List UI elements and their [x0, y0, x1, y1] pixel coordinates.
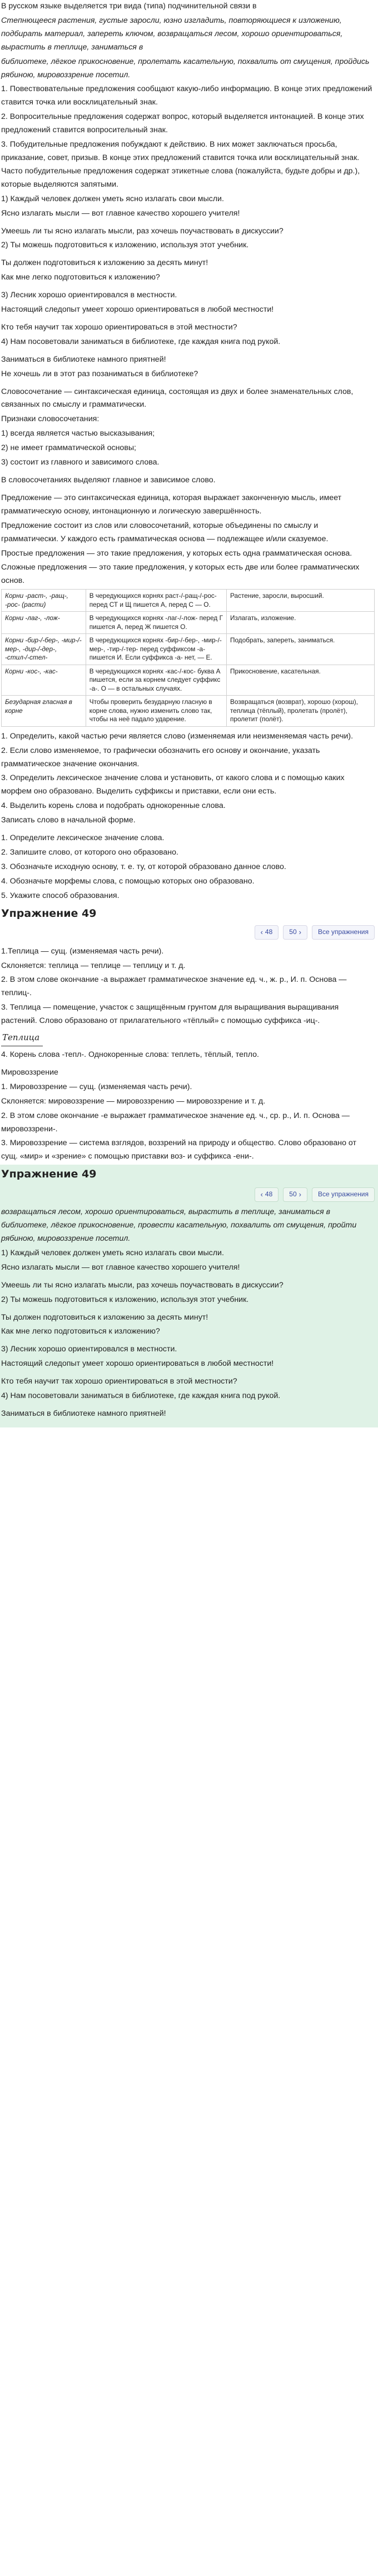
analysis-step: 3. Определить лексическое значение слова и установить, от какого слова и с помощью каких морфем оно образовано. Выделить суффиксы и приставки, если они есть. [1, 773, 345, 796]
table-cell: Возвращаться (возврат), хорошо (хорош), теплица (тёплый), пролетать (пролёт), пролетит (полёт). [227, 696, 375, 727]
green-line: 1) Каждый человек должен уметь ясно излагать свои мысли. [1, 1248, 224, 1257]
table-cell: Подобрать, запереть, заниматься. [227, 634, 375, 665]
prev-exercise-button[interactable] [255, 1187, 279, 1202]
table-cell: Прикосновение, касательная. [227, 665, 375, 696]
table-cell: В чередующихся корнях раст-/-ращ-/-рос- перед СТ и Щ пишется А, перед С — О. [86, 590, 226, 612]
table-row [2, 590, 375, 612]
prev-exercise-number: 48 [265, 1190, 273, 1199]
theory-definition-sentence: Предложение — это синтаксическая единица, которая выражает законченную мысль, имеет грамматическую основу, интонационную и логическую завершённость. [1, 493, 342, 516]
answer-line: 4. Корень слова -тепл-. Однокоренные слова: теплеть, тёплый, тепло. [1, 1050, 259, 1059]
highlighted-solution [0, 1165, 378, 1427]
theory-sign: 1) всегда является частью высказывания; [1, 429, 155, 438]
table-row [2, 665, 375, 696]
examples [1, 193, 375, 381]
theory-simple: Простые предложения — это такие предложения, у которых есть одна грамматическая основа. [1, 548, 352, 558]
analysis-step: 1. Определить, какой частью речи является слово (изменяемая или неизменяемая часть речи). [1, 731, 354, 741]
answer-line: 1. Мировоззрение — сущ. (изменяемая часть речи). [1, 1082, 192, 1091]
example-line: 1) Каждый человек должен уметь ясно излагать свои мысли. [1, 194, 224, 203]
answer-line: Склоняется: теплица — теплице — теплицу и т. д. [1, 961, 186, 970]
analysis-step: 2. Запишите слово, от которого оно образовано. [1, 848, 178, 857]
table-cell: Корни -раст-, -ращ-, -рос- (расти) [2, 590, 86, 612]
next-exercise-button[interactable] [283, 1187, 307, 1202]
example-line: Как мне легко подготовиться к изложению? [1, 273, 160, 282]
example-line: 3) Лесник хорошо ориентировался в местности. [1, 291, 177, 300]
next-exercise-button[interactable] [283, 925, 307, 940]
green-line: Ты должен подготовиться к изложению за десять минут! [1, 1312, 208, 1322]
theory-sign: 2) не имеет грамматической основы; [1, 443, 137, 453]
analysis-step: 1. Определите лексическое значение слова. [1, 833, 165, 843]
example-line: 2) Ты можешь подготовиться к изложению, используя этот учебник. [1, 241, 249, 250]
answer-line: Мировоззрение [1, 1067, 58, 1077]
handwritten-word-wrap [1, 1029, 375, 1049]
intro-paragraph-1: В русском языке выделяется три вида (типа) подчинительной связи в [1, 2, 257, 11]
table-cell: Чтобы проверить безударную гласную в корне слова, нужно изменить слово так, чтобы на неё падало ударение. [86, 696, 226, 727]
chevron-left-icon: ‹ [260, 1190, 263, 1199]
intro-paragraph-3: библиотеке, лёгкое прикосновение, пролетать касательную, похвалить от смущения, пройдись рябиною, мировоззрение посетил. [1, 57, 370, 79]
next-exercise-number: 50 [289, 927, 297, 936]
handwritten-word: Теплица [1, 1031, 43, 1046]
all-exercises-button[interactable]: Все упражнения [312, 925, 375, 940]
table-cell: Безударная гласная в корне [2, 696, 86, 727]
section-title: Упражнение 49 [1, 907, 97, 920]
table-row [2, 634, 375, 665]
all-exercises-button[interactable]: Все упражнения [312, 1187, 375, 1202]
example-line: Кто тебя научит так хорошо ориентироваться в этой местности? [1, 322, 237, 332]
table-cell: Корни -бир-/-бер-, -мир-/-мер-, -дир-/-дер-, -стил-/-стел- [2, 634, 86, 665]
chevron-right-icon: › [299, 1190, 301, 1199]
theory-sign: 3) состоит из главного и зависимого слова. [1, 458, 160, 467]
exercise-pager-repeat [1, 1184, 375, 1206]
table-cell: Корни -лаг-, -лож- [2, 612, 86, 634]
sentence-type-1: 1. Повествовательные предложения сообщают какую-либо информацию. В конце этих предложений ставится точка или восклицательный знак. [1, 84, 372, 107]
answer-line: Склоняется: мировоззрение — мировоззрению — мировоззрение и т. д. [1, 1096, 266, 1106]
analysis-step: 4. Обозначьте морфемы слова, с помощью которых оно образовано. [1, 876, 255, 886]
green-line: Умеешь ли ты ясно излагать мысли, раз хочешь поучаствовать в дискуссии? [1, 1280, 284, 1290]
answer-line: 3. Теплица — помещение, участок с защищённым грунтом для выращивания выращивания растений. Слово образовано от прилагательного «тёплый» с помощью суффикса -иц-. [1, 1003, 339, 1026]
answer [1, 945, 375, 1164]
theory-main-dependent: В словосочетаниях выделяют главное и зависимое слово. [1, 476, 216, 485]
answer-line: 2. В этом слове окончание -а выражает грамматическое значение ед. ч., ж. р., И. п. Основа — теплиц-. [1, 975, 347, 998]
table-cell: Излагать, изложение. [227, 612, 375, 634]
table-cell: Растение, заросли, выросший. [227, 590, 375, 612]
table-cell: Корни -кос-, -кас- [2, 665, 86, 696]
sentence-type-2: 2. Вопросительные предложения содержат вопрос, который выделяется интонацией. В конце этих предложений ставится вопросительный знак. [1, 112, 364, 135]
analysis-step: 4. Выделить корень слова и подобрать однокоренные слова. [1, 801, 226, 811]
example-line: Ты должен подготовиться к изложению за десять минут! [1, 258, 208, 268]
green-line: Заниматься в библиотеке намного приятней! [1, 1409, 166, 1418]
sentence-types [1, 83, 375, 191]
green-line: Кто тебя научит так хорошо ориентироваться в этой местности? [1, 1377, 237, 1386]
theory-sentence-structure: Предложение состоит из слов или словосочетаний, которые объединены по смыслу и грамматически. У каждого есть грамматическая основа — подлежащее и/или сказуемое. [1, 521, 329, 543]
answer-line: 3. Мировоззрение — система взглядов, воззрений на природу и общество. Слово образовано от сущ. «мир» и «зрение» с помощью приставки воз- и суффикса -ени-. [1, 1139, 356, 1161]
spelling-rule-table [1, 589, 375, 727]
example-line: Умеешь ли ты ясно излагать мысли, раз хочешь поучаствовать в дискуссии? [1, 226, 284, 236]
analysis-step: Записать слово в начальной форме. [1, 816, 136, 825]
example-line: Заниматься в библиотеке намного приятней! [1, 355, 166, 364]
green-line: Настоящий следопыт умеет хорошо ориентироваться в любой местности! [1, 1359, 274, 1369]
green-line: Как мне легко подготовиться к изложению? [1, 1327, 160, 1336]
sentence-type-3: 3. Побудительные предложения побуждают к действию. В них может заключаться просьба, приказание, совет, призыв. В конце этих предложений ставится точка или восклицательный знак. Часто побудительные предложения содержат этикетные слова (пожалуйста, будьте добры и др.), которые выделяются запятыми. [1, 140, 360, 189]
green-line: 4) Нам посоветовали заниматься в библиотеке, где каждая книга под рукой. [1, 1391, 281, 1401]
chevron-right-icon: › [299, 927, 301, 936]
prev-exercise-number: 48 [265, 927, 273, 936]
table-cell: В чередующихся корнях -лаг-/-лож- перед Г пишется А, перед Ж пишется О. [86, 612, 226, 634]
example-line: Настоящий следопыт умеет хорошо ориентироваться в любой местности! [1, 305, 274, 314]
green-line: 2) Ты можешь подготовиться к изложению, используя этот учебник. [1, 1295, 249, 1304]
theory-complex: Сложные предложения — это такие предложения, у которых есть две или более грамматических основ. [1, 563, 360, 586]
analysis-step: 2. Если слово изменяемое, то графически обозначить его основу и окончание, указать грамматическое значение окончания. [1, 746, 320, 768]
table-row [2, 612, 375, 634]
table-cell: В чередующихся корнях -кас-/-кос- буква А пишется, если за корнем следует суффикс -а-. О — в остальных случаях. [86, 665, 226, 696]
analysis-plan [1, 730, 375, 903]
intro [1, 0, 375, 82]
theory-definition-phrase: Словосочетание — синтаксическая единица, состоящая из двух и более знаменательных слов, связанных по смыслу и грамматически. [1, 387, 354, 410]
next-exercise-number: 50 [289, 1190, 297, 1199]
analysis-step: 3. Обозначьте исходную основу, т. е. ту, от которой образовано данное слово. [1, 862, 286, 871]
example-line: Не хочешь ли в этот раз позаниматься в библиотеке? [1, 369, 198, 378]
green-line: Ясно излагать мысли — вот главное качество хорошего учителя! [1, 1262, 240, 1272]
example-line: Ясно излагать мысли — вот главное качество хорошего учителя! [1, 208, 240, 218]
green-line: возвращаться лесом, хорошо ориентироваться, вырастить в теплице, заниматься в библиотеке, лёгкое прикосновение, провести касательную, похвалить от смущения, пройти рябиною, мировоззрение посетил. [1, 1207, 357, 1244]
theory-signs-title: Признаки словосочетания: [1, 415, 100, 424]
exercise-pager [1, 923, 375, 942]
answer-line: 2. В этом слове окончание -е выражает грамматическое значение ед. ч., ср. р., И. п. Основа — мировоззрени-. [1, 1111, 350, 1134]
intro-paragraph-2: Степнющееся растения, густые заросли, юзно изгладить, повторяющиеся к изложению, подбирать материал, запереть ключом, возвращаться лесом, хорошо ориентироваться, вырастить в теплице, заниматься в [1, 16, 343, 52]
answer-line: 1.Теплица — сущ. (изменяемая часть речи). [1, 946, 164, 956]
example-line: 4) Нам посоветовали заниматься в библиотеке, где каждая книга под рукой. [1, 337, 281, 346]
prev-exercise-button[interactable] [255, 925, 279, 940]
table-cell: В чередующихся корнях -бир-/-бер-, -мир-/-мер-, -тир-/-тер- перед суффиксом -а- пишется И. Если суффикса -а- нет, — Е. [86, 634, 226, 665]
table-row [2, 696, 375, 727]
chevron-left-icon: ‹ [260, 927, 263, 936]
theory [1, 386, 375, 588]
section-title-repeat: Упражнение 49 [1, 1168, 97, 1181]
green-line: 3) Лесник хорошо ориентировался в местности. [1, 1345, 177, 1354]
analysis-step: 5. Укажите способ образования. [1, 891, 120, 900]
